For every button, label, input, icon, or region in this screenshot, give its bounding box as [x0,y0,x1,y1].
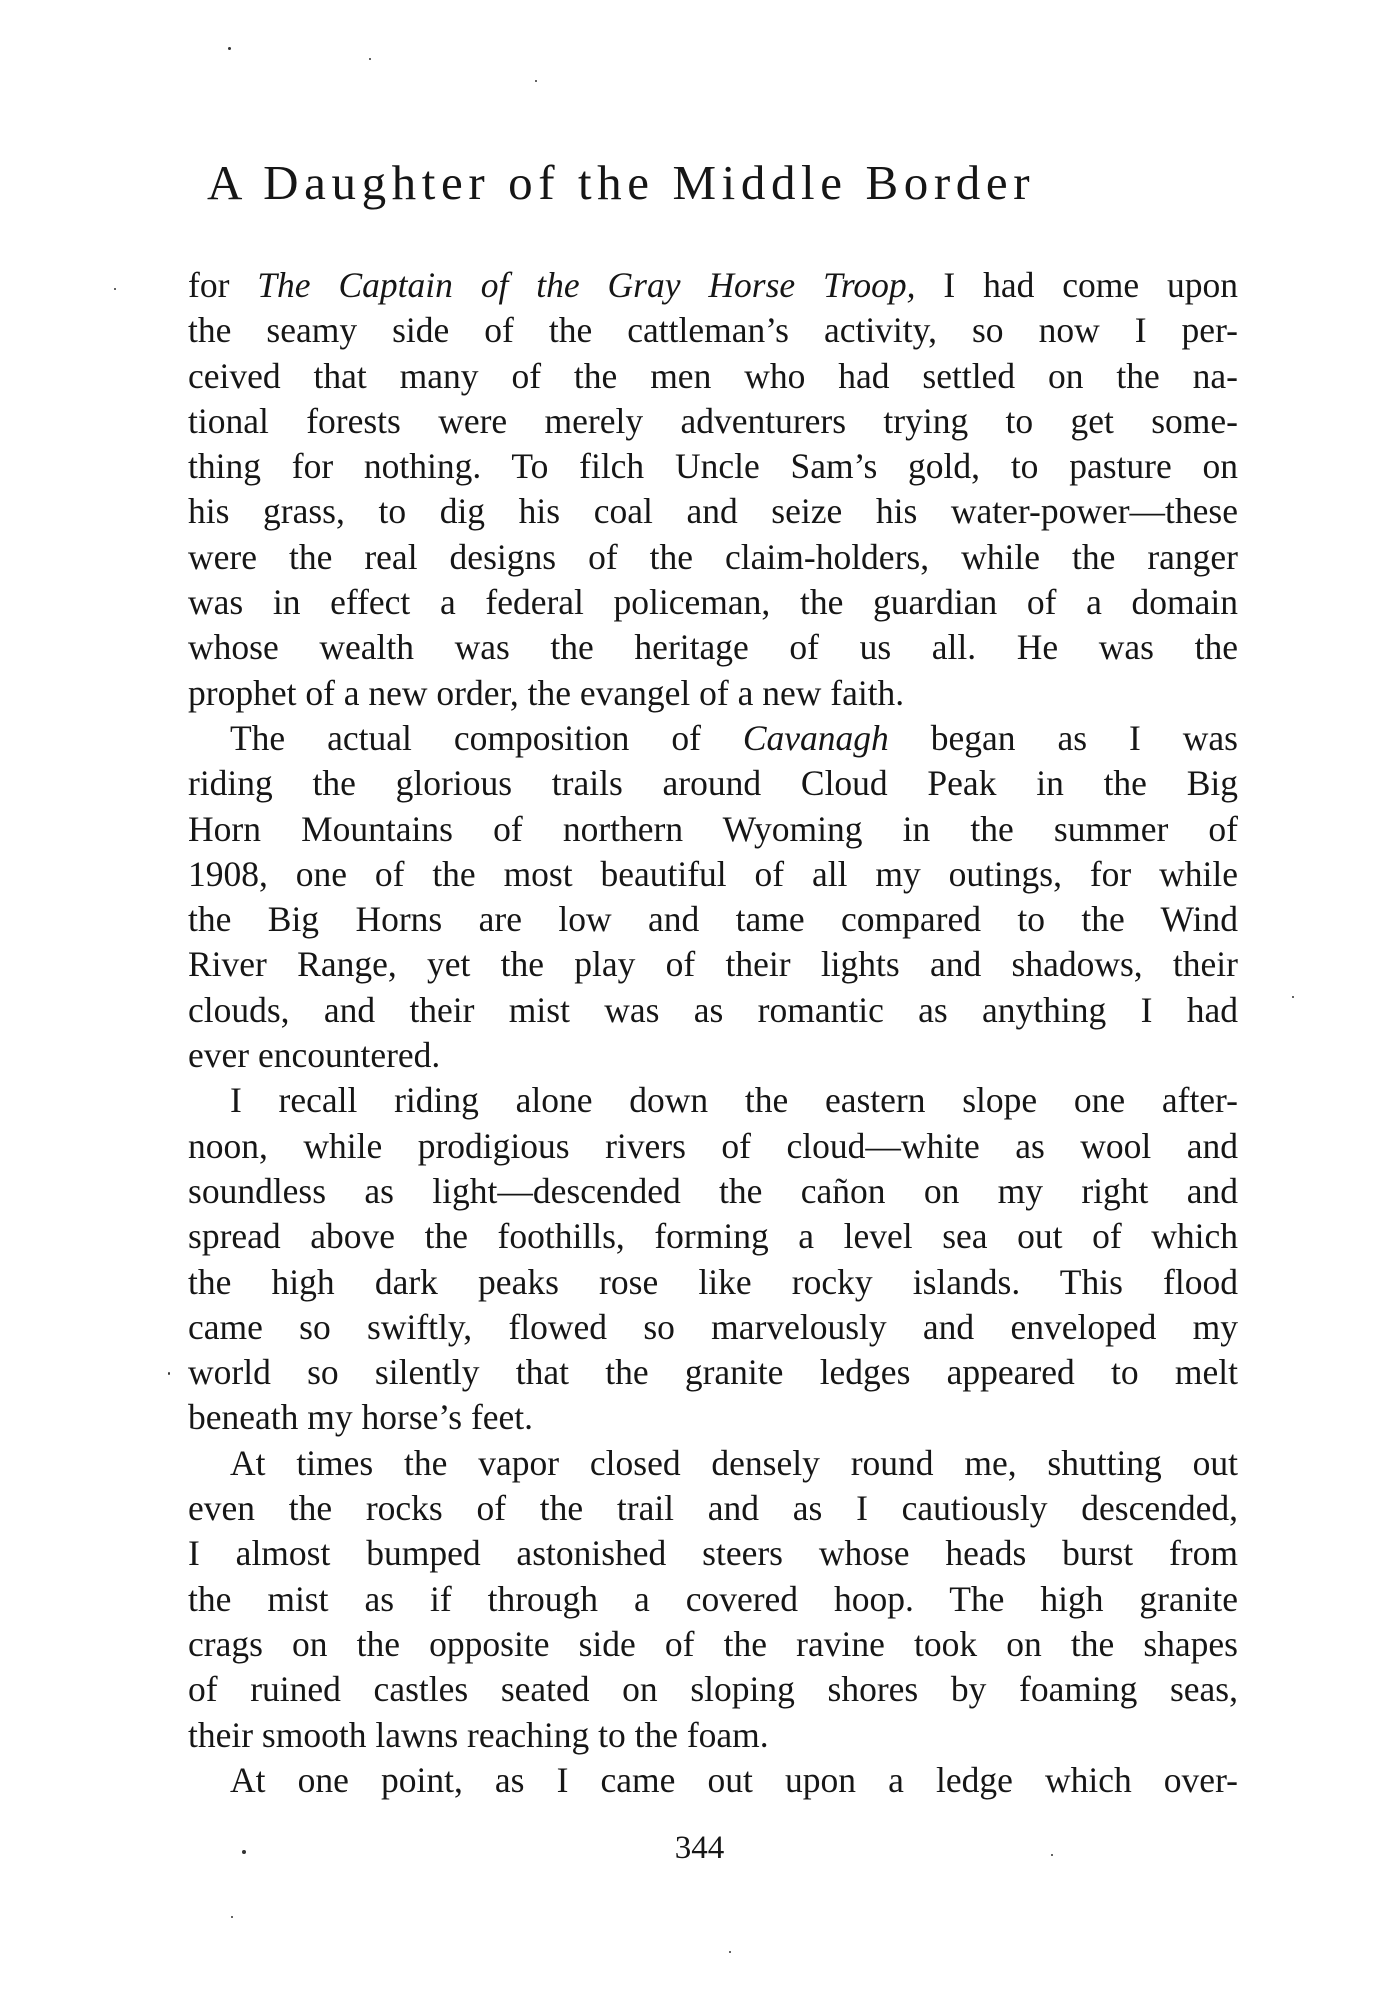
speck [535,80,537,82]
body-text [188,263,1238,1803]
text-run: were the real designs of the claim-holders, while the ranger [188,536,1238,577]
text-run: of ruined castles seated on sloping shores by foaming seas, [188,1669,1238,1710]
text-line [188,1758,1238,1803]
text-line [188,263,1238,308]
text-line [188,1124,1238,1169]
text-run: the mist as if through a covered hoop. The high granite [188,1578,1238,1619]
text-run: for [188,265,258,305]
speck [228,47,231,50]
text-run: noon, while prodigious rivers of cloud—white as wool and [188,1125,1238,1166]
text-line [188,580,1238,625]
text-line [188,625,1238,670]
text-run: riding the glorious trails around Cloud Peak in the Big [188,763,1238,804]
text-line [188,1622,1238,1667]
text-run: crags on the opposite side of the ravine took on the shapes [188,1623,1238,1664]
text-line [188,354,1238,399]
text-run: Horn Mountains of northern Wyoming in the summer of [188,808,1238,849]
text-run: the seamy side of the cattleman’s activity, so now I per- [188,310,1238,351]
text-run: 1908, one of the most beautiful of all my outings, for while [188,853,1238,894]
text-line [188,807,1238,852]
speck [242,1850,246,1854]
text-run: spread above the foothills, forming a level sea out of which [188,1216,1238,1257]
text-line [188,716,1238,761]
text-run: beneath my horse’s feet. [188,1397,534,1438]
speck [1051,1854,1053,1856]
text-run: tional forests were merely adventurers trying to get some- [188,400,1238,441]
text-line [188,489,1238,534]
text-line [188,444,1238,489]
text-line [188,1713,1238,1758]
text-line [188,399,1238,444]
text-run: I had come upon [915,265,1238,305]
text-line [188,308,1238,353]
text-line [188,1577,1238,1622]
text-line [188,535,1238,580]
text-line [188,1214,1238,1259]
text-line [188,1305,1238,1350]
text-run: the high dark peaks rose like rocky islands. This flood [188,1261,1238,1302]
text-line [188,1441,1238,1486]
text-run: ceived that many of the men who had settled on the na- [188,355,1238,396]
text-run: began as I was [888,717,1238,758]
text-run: At times the vapor closed densely round me, shutting out [230,1442,1238,1483]
italic-title: Cavanagh [742,717,889,758]
text-line [188,1350,1238,1395]
text-line [188,1486,1238,1531]
text-line [188,852,1238,897]
text-line [188,1667,1238,1712]
text-run: whose wealth was the heritage of us all. He was the [188,627,1238,668]
text-line [188,942,1238,987]
text-run: The actual composition of [230,717,743,758]
text-run: prophet of a new order, the evangel of a new faith. [188,672,905,713]
text-run: their smooth lawns reaching to the foam. [188,1714,769,1755]
text-run: world so silently that the granite ledges appeared to melt [188,1352,1238,1393]
text-run: I almost bumped astonished steers whose heads burst from [188,1533,1238,1574]
speck [729,1951,731,1953]
speck [369,58,371,60]
text-line [188,1260,1238,1305]
text-run: clouds, and their mist was as romantic as anything I had [188,989,1238,1030]
speck [231,1916,233,1918]
text-run: thing for nothing. To filch Uncle Sam’s gold, to pasture on [188,446,1238,487]
text-line [188,1531,1238,1576]
running-head: A Daughter of the Middle Border [207,155,1036,210]
text-line [188,897,1238,942]
text-run: was in effect a federal policeman, the guardian of a domain [188,582,1238,623]
text-line [188,1078,1238,1123]
italic-title: The Captain of the Gray Horse Troop, [257,265,916,305]
speck [1292,996,1294,998]
text-run: soundless as light—descended the cañon on my right and [188,1170,1238,1211]
text-line [188,1033,1238,1078]
text-run: At one point, as I came out upon a ledge which over- [230,1759,1238,1800]
text-run: his grass, to dig his coal and seize his water-power—these [188,491,1238,532]
text-line [188,671,1238,716]
text-run: came so swiftly, flowed so marvelously and enveloped my [188,1306,1238,1347]
text-line [188,1395,1238,1440]
text-line [188,761,1238,806]
text-line [188,988,1238,1033]
text-line [188,1169,1238,1214]
text-run: ever encountered. [188,1035,441,1076]
page-number: 344 [674,1830,725,1866]
text-run: even the rocks of the trail and as I cautiously descended, [188,1488,1238,1529]
text-run: I recall riding alone down the eastern slope one after- [230,1080,1238,1121]
speck [114,288,116,290]
speck [168,1372,170,1375]
text-run: River Range, yet the play of their lights and shadows, their [188,944,1238,985]
text-run: the Big Horns are low and tame compared to the Wind [188,899,1238,940]
